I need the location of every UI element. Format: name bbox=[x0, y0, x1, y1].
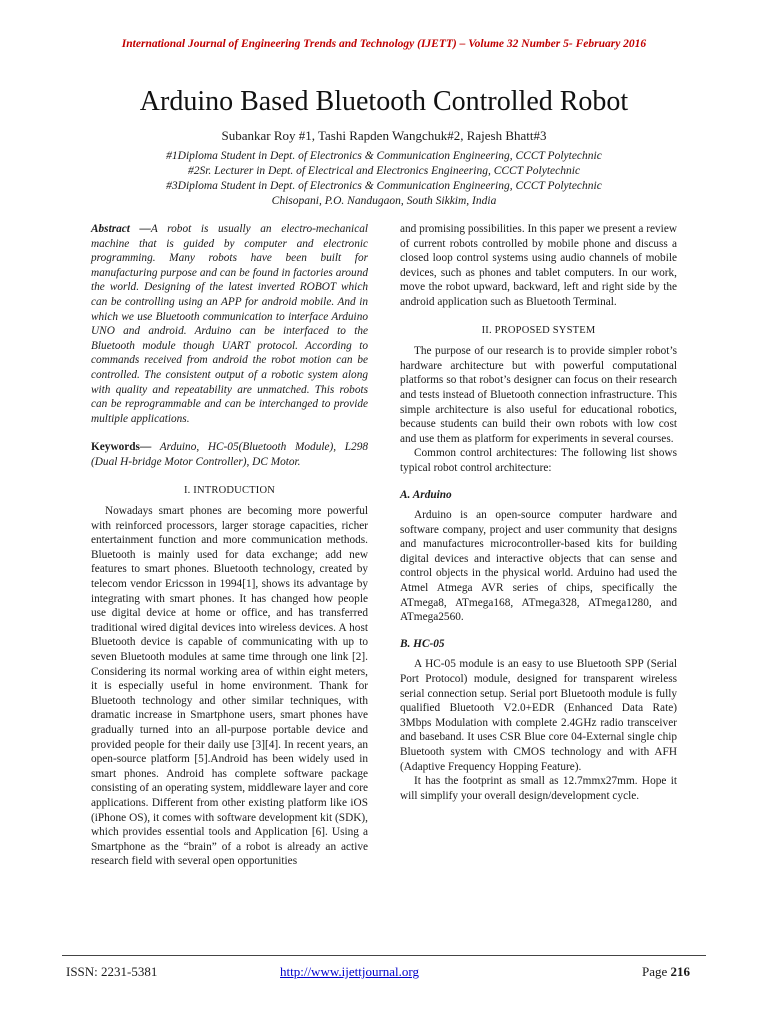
keywords-text: Arduino, HC-05(Bluetooth Module), L298 (Dual H-bridge Motor Controller), DC Motor. bbox=[91, 441, 368, 468]
affiliation-address: Chisopani, P.O. Nandugaon, South Sikkim, India bbox=[271, 195, 497, 207]
page-label: Page bbox=[641, 964, 671, 979]
subheading-arduino: A. Arduino bbox=[400, 488, 452, 501]
section-heading-proposed-system: II. PROPOSED SYSTEM bbox=[481, 324, 596, 336]
introduction-body: Nowadays smart phones are becoming more powerful with reinforced processors, larger storage capacities, richer entertainment function and more communication methods. Bluetooth is mainly used for data exchange; add new features to smart phones. Bluetooth technology, created by telecom vendor Ericsson in 1994[1], shows its advantage by integrating with smart phones. It has changed how people use digital device at home or office, and has transferred traditional wired digital devices into wireless devices. A host Bluetooth device is capable of communicating with up to seven Bluetooth modules at same time through one link [2]. Considering its normal working area of within eight meters, it is especially useful in home environment. Thank for Bluetooth technology and other similar techniques, with dramatic increase in Smartphone users, smart phones have gradually turned into an all-purpose portable device and provided people for their daily use [3][4]. In recent years, an open-source platform [5].Android has been widely used in smart phones. Android has complete software package consisting of an operating system, middleware layer and core applications. Different from other existing platform like iOS (iPhone OS), it comes with software development kit (SDK), which provides essential tools and Application [6]. Using a Smartphone as the “brain” of a robot is already an active research field with several open opportunities bbox=[91, 505, 368, 868]
footer-divider bbox=[62, 955, 706, 956]
proposed-system-para-2: Common control architectures: The following list shows typical robot control architecture: bbox=[400, 447, 677, 474]
abstract bbox=[91, 222, 368, 426]
hc05-para-1: A HC-05 module is an easy to use Bluetooth SPP (Serial Port Protocol) module, designed for transparent wireless serial connection setup. Serial port Bluetooth module is fully qualified Bluetooth V2.0+EDR (Enhanced Data Rate) 3Mbps Modulation with complete 2.4GHz radio transceiver and baseband. It uses CSR Blue core 04-External single chip Bluetooth system with CMOS technology and with AFH (Adaptive Frequency Hopping Feature). bbox=[400, 658, 677, 773]
paper-title: Arduino Based Bluetooth Controlled Robot bbox=[139, 86, 629, 117]
right-column bbox=[400, 222, 677, 803]
journal-website-link[interactable]: http://www.ijettjournal.org bbox=[280, 964, 420, 979]
affiliation-1: #1Diploma Student in Dept. of Electronics & Communication Engineering, CCCT Polytechnic bbox=[166, 150, 602, 162]
affiliations bbox=[0, 149, 768, 209]
left-column bbox=[91, 222, 368, 869]
footer-issn: ISSN: 2231-5381 bbox=[66, 964, 158, 979]
introduction-continued: and promising possibilities. In this paper we present a review of current robots controlled by mobile phone and discuss a closed loop control systems using audio channels of mobile devices, such as phones and tablet computers. In our work, move the robot upward, backward, left and right side by the android application such as Bluetooth Terminal. bbox=[400, 223, 677, 308]
page-number bbox=[642, 964, 690, 980]
journal-header: International Journal of Engineering Trends and Technology (IJETT) – Volume 32 Number 5- February 2016 bbox=[121, 38, 647, 50]
keywords-label: Keywords— bbox=[91, 441, 152, 454]
affiliation-2: #2Sr. Lecturer in Dept. of Electrical and Electronics Engineering, CCCT Polytechnic bbox=[187, 165, 581, 177]
abstract-label: Abstract — bbox=[91, 223, 151, 235]
authors-line: Subankar Roy #1, Tashi Rapden Wangchuk#2, Rajesh Bhatt#3 bbox=[221, 128, 547, 143]
affiliation-3: #3Diploma Student in Dept. of Electronics & Communication Engineering, CCCT Polytechnic bbox=[166, 180, 602, 192]
hc05-para-2: It has the footprint as small as 12.7mmx27mm. Hope it will simplify your overall design/development cycle. bbox=[400, 775, 677, 802]
keywords bbox=[91, 440, 368, 469]
section-heading-introduction: I. INTRODUCTION bbox=[183, 484, 276, 496]
subheading-hc05: B. HC-05 bbox=[400, 637, 445, 650]
proposed-system-para-1: The purpose of our research is to provide simpler robot’s hardware architecture but with powerful computational platforms so that robot’s designer can focus on their research and tests instead of Bluetooth connection infrastructure. This simple architecture is also useful for educational robotics, because students can build their own robots with low cost and use them as platform for experiments in several courses. bbox=[400, 345, 677, 445]
arduino-body: Arduino is an open-source computer hardware and software company, project and user community that designs and manufactures microcontroller-based kits for building digital devices and interactive objects that can sense and control objects in the physical world. Arduino had used the Atmel Atmega AVR series of chips, specifically the ATmega8, ATmega168, ATmega328, ATmega1280, and ATmega2560. bbox=[400, 509, 677, 624]
page-number-value: 216 bbox=[670, 964, 690, 979]
abstract-text: A robot is usually an electro-mechanical machine that is guided by computer and electronic programming. Many robots have been built for manufacturing purpose and can be found in factories around the world. Designing of the latest inverted ROBOT which can be controlling using an APP for android mobile. And in which we use Bluetooth communication to interface Arduino UNO and android. Arduino can be interfaced to the Bluetooth module though UART protocol. According to commands received from android the robot motion can be controlled. The consistent output of a robotic system along with quality and repeatability are unmatched. This robots can be reprogrammable and can be interchanged to provide multiple applications. bbox=[91, 223, 368, 425]
